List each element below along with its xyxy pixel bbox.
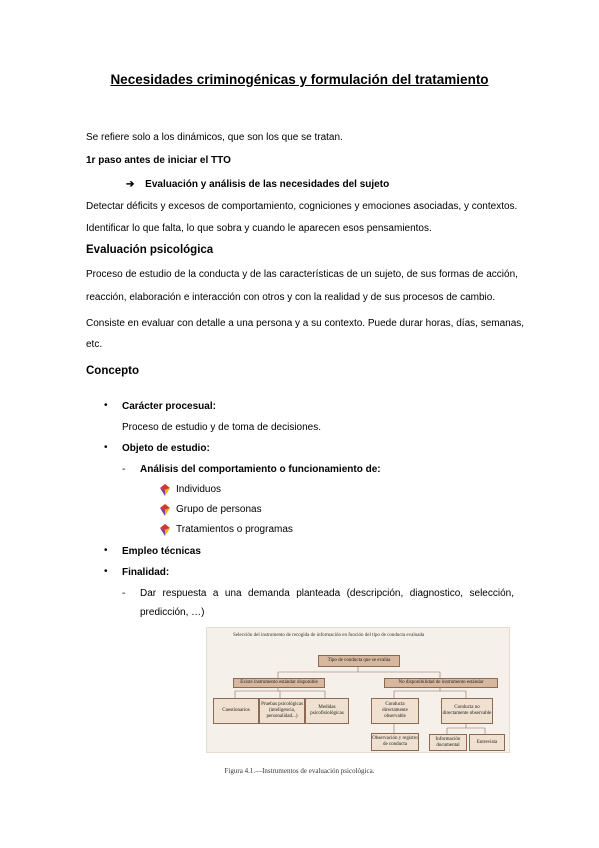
bullet-icon: • [104,566,108,577]
arrow-item-label: Evaluación y análisis de las necesidades del sujeto [145,179,390,190]
page-title: Necesidades criminogénicas y formulación del tratamiento [110,72,489,87]
step-one-text: 1r paso antes de iniciar el TTO [86,155,231,166]
diamond-bullet-icon [160,524,170,536]
diagram-left-child-2: Pruebas psicológicas (inteligencia, personalidad...) [259,698,305,724]
diagram-right-child-2: Conducta no directamente observable [441,698,493,724]
diagram-figure [206,627,510,753]
diagram-left-child-3: Medidas psicofisiológicas [305,698,349,724]
intro-text: Se refiere solo a los dinámicos, que son los que se tratan. [86,132,343,143]
bullet-icon: • [104,545,108,556]
bullet-4-sub-line-2: predicción, …) [140,607,205,618]
arrow-item [126,178,389,192]
identify-text: Identificar lo que falta, lo que sobra y cuando le aparecen esos pensamientos. [86,223,432,234]
bullet-icon: • [104,442,108,453]
diagram-observation-node: Observación y registro de conducta [371,733,419,751]
object-item-1: Individuos [176,484,222,495]
diamond-bullet-icon [160,504,170,516]
bullet-1-text: Proceso de estudio y de toma de decisiones. [122,422,322,433]
diagram-left-child-1: Cuestionarios [213,698,259,724]
diagram-left-branch: Existe instrumento estándar disponible [233,678,325,688]
concept-heading: Concepto [86,365,140,377]
diamond-bullet-icon [160,484,170,496]
eval-heading: Evaluación psicológica [86,244,214,256]
bullet-1-label: Carácter procesual: [122,401,216,412]
object-item-2: Grupo de personas [176,504,262,515]
right-arrow-icon: ➔ [126,179,135,190]
diagram-root-node: Tipo de conducta que se evalúa [318,655,400,667]
figure-caption: Figura 4.1.—Instrumentos de evaluación psicológica. [224,767,375,775]
eval-paragraph-2-line-1: Consiste en evaluar con detalle a una persona y a su contexto. Puede durar horas, días, semanas, [86,318,525,329]
bullet-2-label: Objeto de estudio: [122,443,210,454]
bullet-icon: • [104,400,108,411]
bullet-4-label: Finalidad: [122,567,170,578]
figure-header: Selección del instrumento de recogida de información en función del tipo de conducta evaluada [233,633,425,638]
bullet-2-sub: Análisis del comportamiento o funcionamiento de: [140,464,381,475]
diagram-right-child-1: Conducta directamente observable [371,698,419,724]
dash-icon: - [122,464,126,475]
dash-icon: - [122,588,126,599]
detect-text: Detectar déficits y excesos de comportamiento, cogniciones y emociones asociadas, y contextos. [86,201,518,212]
eval-paragraph-1-line-1: Proceso de estudio de la conducta y de las características de un sujeto, de sus formas de acción, [86,269,518,280]
object-item-3: Tratamientos o programas [176,524,293,535]
diagram-right-branch: No disponibilidad de instrumento estándar [384,678,498,688]
diagram-nonobs-child-1: Información documental [429,734,467,751]
eval-paragraph-2-line-2: etc. [86,339,103,350]
diagram-nonobs-child-2: Entrevista [469,734,505,751]
bullet-4-sub-line-1: Dar respuesta a una demanda planteada (descripción, diagnostico, selección, [140,588,514,599]
eval-paragraph-1-line-2: reacción, elaboración e interacción con otros y con la realidad y de sus procesos de cambio. [86,292,496,303]
bullet-3-label: Empleo técnicas [122,546,201,557]
